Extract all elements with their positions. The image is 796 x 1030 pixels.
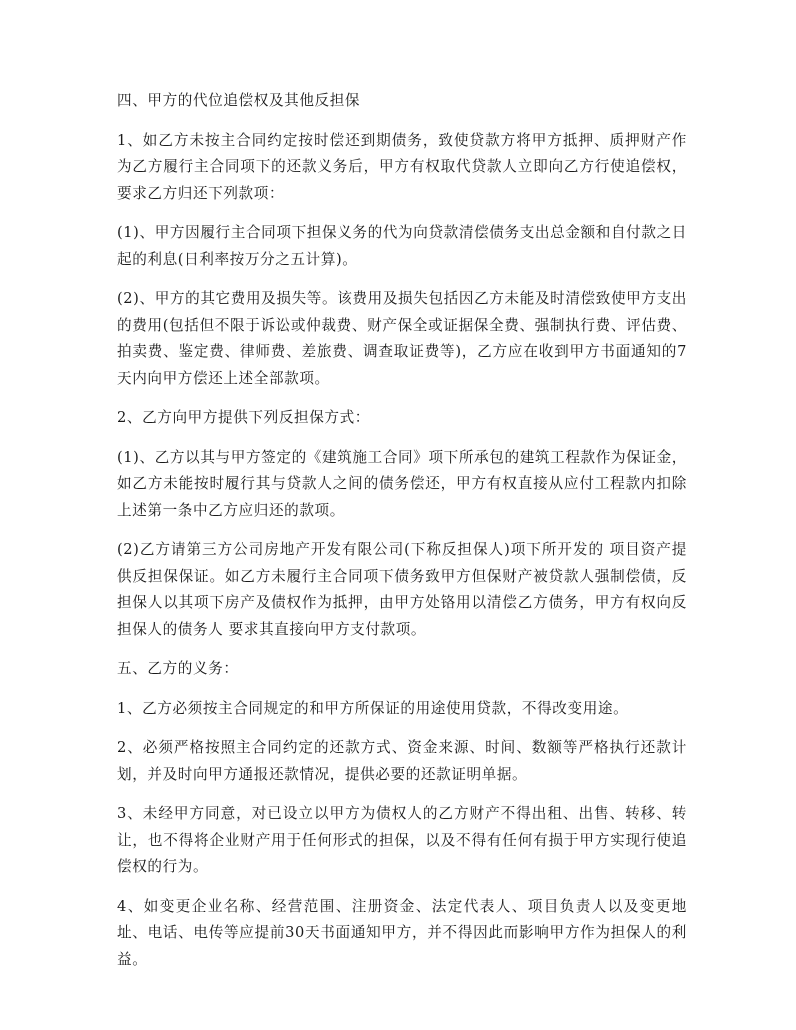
- clause-5-4: 4、如变更企业名称、经营范围、注册资金、法定代表人、项目负责人以及变更地址、电话、电传等应提前30天书面通知甲方，并不得因此而影响甲方作为担保人的利益。: [117, 897, 687, 968]
- clause-4-1-item-2: (2)、甲方的其它费用及损失等。该费用及损失包括因乙方未能及时清偿致使甲方支出的费用(包括但不限于诉讼或仲裁费、财产保全或证据保全费、强制执行费、评估费、拍卖费、鉴定费、律师费、差旅费、调查取证费等)，乙方应在收到甲方书面通知的7天内向甲方偿还上述全部款项。: [117, 290, 687, 387]
- clause-4-1-item-1: (1)、甲方因履行主合同项下担保义务的代为向贷款清偿债务支出总金额和自付款之日起的利息(日利率按万分之五计算)。: [117, 224, 687, 268]
- section-heading-5: 五、乙方的义务：: [117, 660, 239, 677]
- clause-5-1: 1、乙方必须按主合同规定的和甲方所保证的用途使用贷款，不得改变用途。: [117, 699, 629, 717]
- clause-5-3: 3、未经甲方同意，对已设立以甲方为债权人的乙方财产不得出租、出售、转移、转让，也不得将企业财产用于任何形式的担保，以及不得有任何有损于甲方实现行使追偿权的行为。: [117, 805, 687, 875]
- clause-4-2-item-1: (1)、乙方以其与甲方签定的《建筑施工合同》项下所承包的建筑工程款作为保证金，如乙方未能按时履行其与贷款人之间的债务偿还，甲方有权直接从应付工程款内扣除上述第一条中乙方应归还的款项。: [117, 448, 687, 519]
- clause-4-1: 1、如乙方未按主合同约定按时偿还到期债务，致使贷款方将甲方抵押、质押财产作为乙方履行主合同项下的还款义务后，甲方有权取代贷款人立即向乙方行使追偿权，要求乙方归还下列款项：: [117, 131, 687, 202]
- clause-4-2: 2、乙方向甲方提供下列反担保方式：: [117, 409, 370, 426]
- clause-4-2-item-2: (2)乙方请第三方公司房地产开发有限公司(下称反担保人)项下所开发的 项目资产提供反担保保证。如乙方未履行主合同项下债务致甲方但保财产被贷款人强制偿债，反担保人以其项下房产及债权作为抵押，由甲方处铬用以清偿乙方债务，甲方有权向反担保人的债务人 要求其直接向甲方支付款项。: [117, 541, 687, 638]
- document-page: [117, 88, 687, 986]
- clause-5-2: 2、必须严格按照主合同约定的还款方式、资金来源、时间、数额等严格执行还款计划，并及时向甲方通报还款情况，提供必要的还款证明单据。: [117, 739, 687, 783]
- section-heading-4: 四、甲方的代位追偿权及其他反担保: [117, 92, 361, 109]
